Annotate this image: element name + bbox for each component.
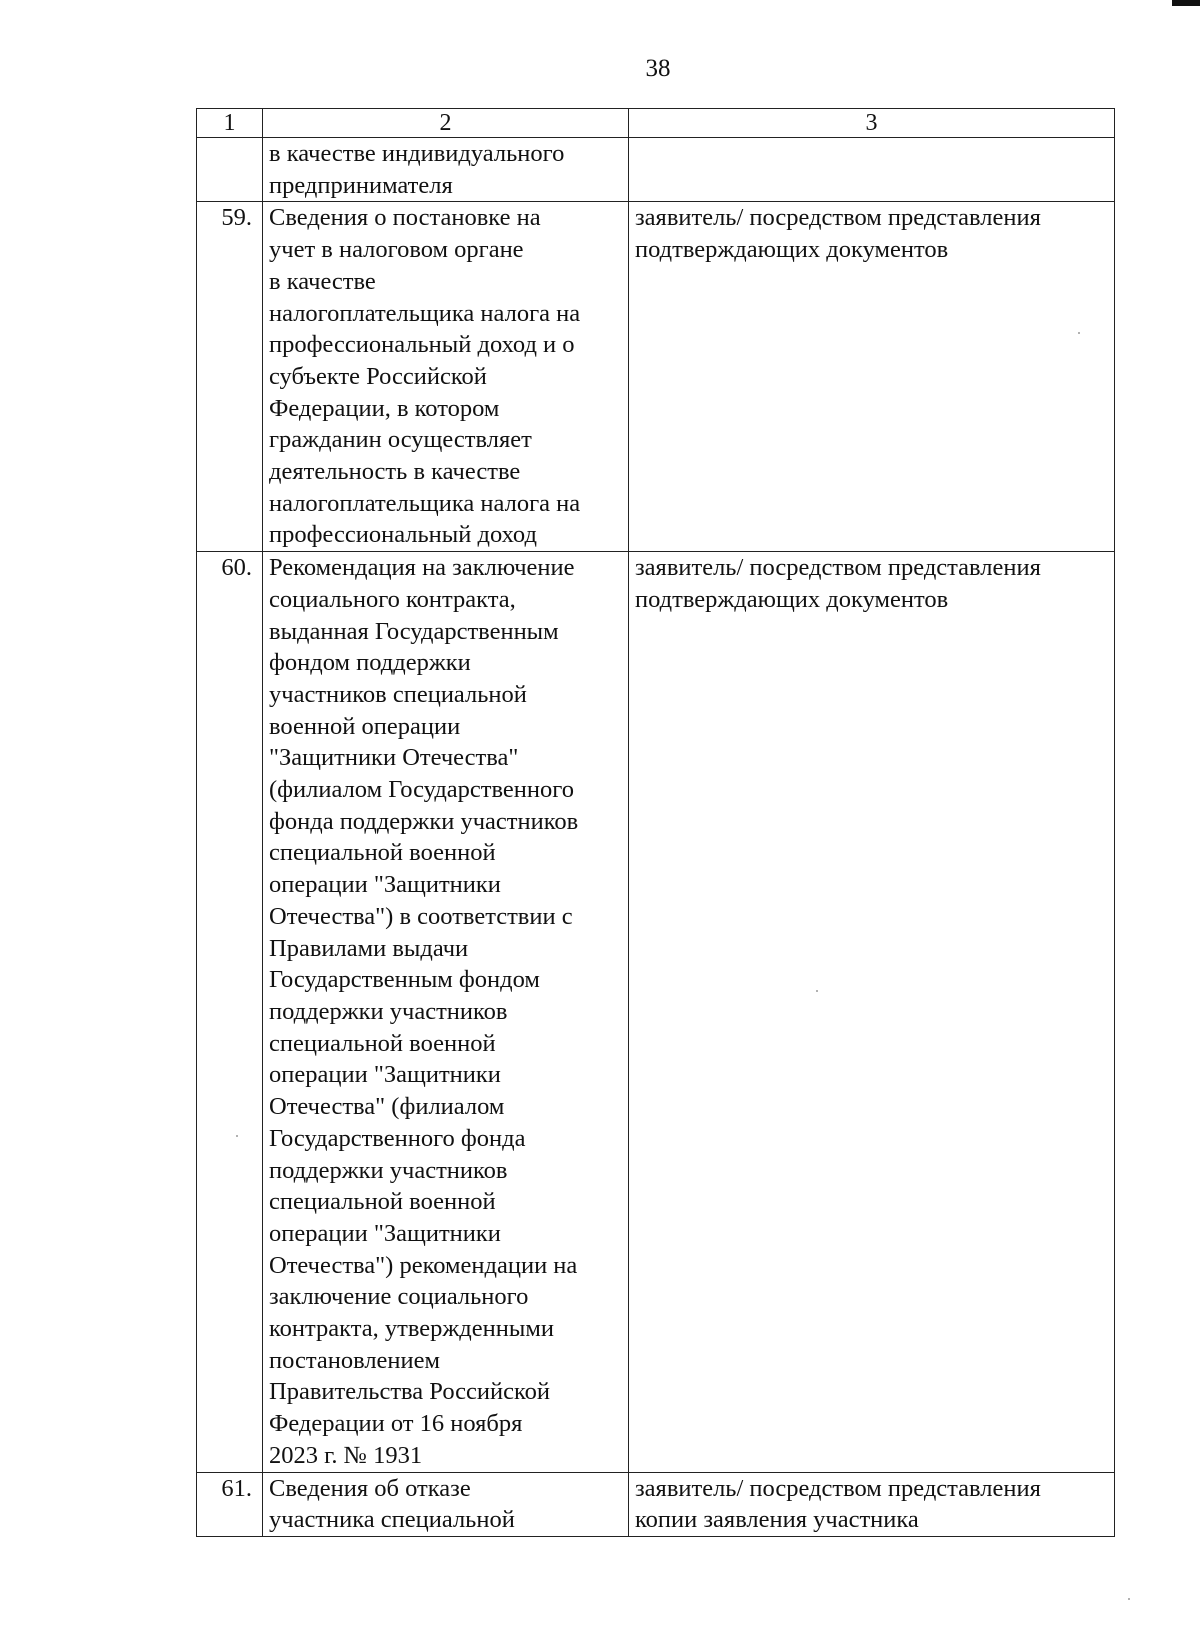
- header-cell-number: 1: [197, 109, 263, 138]
- document-source-cell: [629, 138, 1115, 202]
- page-number: 38: [645, 55, 671, 82]
- document-source-cell: заявитель/ посредством представления копии заявления участника: [629, 1472, 1115, 1536]
- document-name-cell: Рекомендация на заключение социального контракта, выданная Государственным фондом поддержки участников специальной военной операции "Защитники Отечества" (филиалом Государственного фонда поддержки участников специальной военной операции "Защитники Отечества") в соответствии с Правилами выдачи Государственным фондом поддержки участников специальной военной операции "Защитники Отечества" (филиалом Государственного фонда поддержки участников специальной военной операции "Защитники Отечества") рекомендации на заключение социального контракта, утвержденными постановлением Правительства Российской Федерации от 16 ноября 2023 г. № 1931: [263, 552, 629, 1472]
- table-row: [197, 552, 1115, 1472]
- document-name-cell: Сведения об отказе участника специальной: [263, 1472, 629, 1536]
- document-name-cell: Сведения о постановке на учет в налоговом органе в качестве налогоплательщика налога на профессиональный доход и о субъекте Российской Федерации, в котором гражданин осуществляет деятельность в качестве налогоплательщика налога на профессиональный доход: [263, 202, 629, 552]
- table-row: [197, 1472, 1115, 1536]
- scan-speck: [1078, 332, 1080, 334]
- table-row: [197, 202, 1115, 552]
- table-row: [197, 138, 1115, 202]
- scan-speck: [236, 1135, 238, 1137]
- header-cell-document: 2: [263, 109, 629, 138]
- row-number-cell: 61.: [197, 1472, 263, 1536]
- scan-speck: [816, 990, 818, 992]
- row-number-cell: [197, 138, 263, 202]
- header-cell-source: 3: [629, 109, 1115, 138]
- document-name-cell: в качестве индивидуального предпринимателя: [263, 138, 629, 202]
- row-number-cell: 59.: [197, 202, 263, 552]
- row-number-cell: 60.: [197, 552, 263, 1472]
- document-source-cell: заявитель/ посредством представления подтверждающих документов: [629, 552, 1115, 1472]
- table-header-row: [197, 109, 1115, 138]
- scan-speck: [1128, 1598, 1130, 1600]
- scan-corner-mark: [1172, 0, 1200, 6]
- documents-table: [196, 108, 1115, 1537]
- document-source-cell: заявитель/ посредством представления подтверждающих документов: [629, 202, 1115, 552]
